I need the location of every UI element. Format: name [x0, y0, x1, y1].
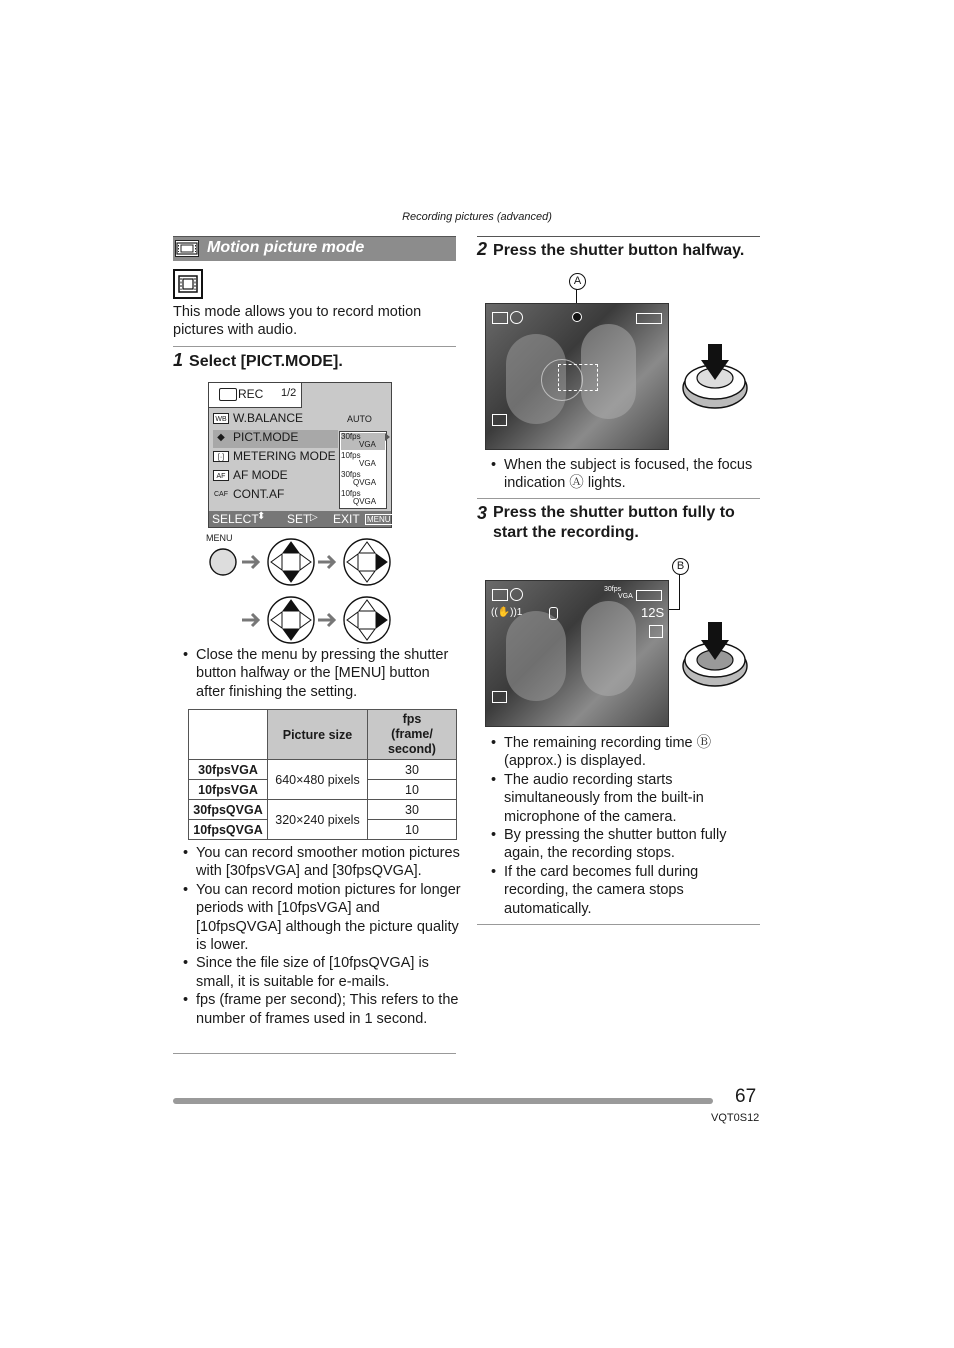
mode-dial-film-icon [173, 269, 203, 299]
submenu-arrow-icon [385, 433, 390, 441]
focus-indicator-icon [572, 312, 582, 322]
row-label: CONT.AF [233, 487, 285, 501]
table-cell-size: 320×240 pixels [268, 800, 368, 840]
card-icon [649, 625, 663, 638]
row-label: AF MODE [233, 468, 288, 482]
page-number: 67 [735, 1086, 757, 1107]
table-cell-fps: 30 [368, 760, 457, 780]
table-cell-mode: 30fpsVGA [189, 760, 268, 780]
step3-bullets [491, 734, 760, 918]
bullet-item: • The audio recording starts simultaneously from the built-in microphone of the camera. [491, 771, 760, 826]
film-icon [492, 312, 508, 324]
submenu-item: 10fps VGA [341, 451, 376, 468]
remaining-time: 12S [641, 605, 665, 620]
menu-row-contaf [213, 487, 338, 505]
battery-icon [636, 590, 662, 601]
menu-button-label: MENU [206, 533, 233, 543]
table-header-fps: fps (frame/ second) [368, 710, 457, 760]
flash-off-icon [510, 311, 523, 324]
marker-b-leader [679, 574, 680, 610]
menu-row-wbalance [213, 411, 338, 429]
bullet-item: • You can record smoother motion pictures with [30fpsVGA] and [30fpsQVGA]. [183, 844, 461, 881]
divider [477, 498, 760, 499]
tab-page: 1/2 [281, 387, 297, 399]
wb-icon: WB [213, 413, 229, 424]
section-title-bar [173, 237, 456, 261]
stabilizer-indicator: ((✋))1 [491, 607, 523, 618]
divider [477, 924, 760, 925]
step-number: 3 [477, 503, 488, 523]
exit-label: EXIT [333, 512, 360, 526]
metering-icon [492, 691, 507, 703]
film-icon [492, 589, 508, 601]
step-2-heading [477, 239, 760, 261]
camera-preview-photo [485, 303, 669, 450]
menu-row-metering [213, 449, 338, 467]
intro-text: This mode allows you to record motion pictures with audio. [173, 304, 422, 338]
divider [173, 1053, 456, 1054]
step-text: Press the shutter button halfway. [493, 242, 745, 259]
right-arrow-icon: ▷ [310, 512, 318, 523]
table-cell-mode: 10fpsVGA [189, 780, 268, 800]
table-cell-fps: 30 [368, 800, 457, 820]
table-cell-fps: 10 [368, 780, 457, 800]
table-cell-mode: 10fpsQVGA [189, 820, 268, 840]
bullet-item: • By pressing the shutter button fully again, the recording stops. [491, 826, 760, 863]
table-bullets [183, 844, 461, 1028]
submenu-item: 30fps QVGA [341, 470, 377, 487]
table-header-size: Picture size [268, 710, 368, 760]
menu-row-afmode [213, 468, 338, 486]
auto-value: AUTO [347, 414, 372, 424]
step-text: Select [PICT.MODE]. [189, 353, 343, 370]
af-frame [558, 364, 598, 391]
metering-icon [492, 414, 507, 426]
table-cell-size: 640×480 pixels [268, 760, 368, 800]
menu-badge: MENU [367, 515, 391, 524]
lcd-menu-screen [208, 382, 392, 528]
footer-bar [173, 1098, 713, 1104]
caf-icon: CAF [214, 491, 228, 499]
step2-bullets [491, 456, 760, 493]
row-label: METERING MODE [233, 449, 336, 463]
bullet-item: • When the subject is focused, the focus indication Ⓐ lights. [491, 456, 760, 493]
divider [477, 236, 760, 237]
flash-off-icon [510, 588, 523, 601]
bullet-item: • You can record motion pictures for longer periods with [10fpsVGA] and [10fpsQVGA] although the picture quality is lower. [183, 881, 461, 955]
step-text: Press the shutter button fully to start the recording. [493, 504, 735, 541]
metering-icon: [·] [213, 451, 229, 462]
bullet-item: • The remaining recording time Ⓑ (approx.) is displayed. [491, 734, 760, 771]
pict-mode-submenu [339, 431, 387, 509]
section-title: Motion picture mode [207, 239, 365, 256]
shutter-fully-illustration [679, 620, 751, 690]
updown-icon: ⬍ [257, 511, 266, 522]
marker-b: B [672, 558, 689, 575]
microphone-icon [549, 607, 558, 620]
menu-button-icon [210, 549, 236, 575]
menu-row-pictmode [213, 430, 338, 448]
row-label: PICT.MODE [233, 430, 299, 444]
submenu-item: 10fps QVGA [341, 489, 377, 506]
lcd-footer [209, 511, 391, 527]
row-label: W.BALANCE [233, 411, 304, 425]
shutter-halfway-illustration [679, 342, 751, 412]
document-code: VQT0S12 [711, 1112, 760, 1124]
pict-mode-icon: ◆ [217, 432, 225, 444]
table-cell-mode: 30fpsQVGA [189, 800, 268, 820]
fps-indicator: 30fps VGA [604, 586, 633, 600]
marker-a: A [569, 273, 586, 290]
bullet-item: • Since the file size of [10fpsQVGA] is small, it is suitable for e-mails. [183, 954, 461, 991]
submenu-item: 30fps VGA [341, 433, 385, 450]
step1-bullets [183, 646, 458, 701]
select-label: SELECT [212, 512, 259, 526]
battery-icon [636, 313, 662, 324]
bullet-item: • If the card becomes full during recording, the camera stops automatically. [491, 863, 760, 918]
set-label: SET [287, 512, 311, 526]
step-number: 2 [477, 239, 488, 259]
af-icon: AF [213, 470, 229, 481]
camera-icon [219, 388, 237, 401]
button-sequence-diagram [206, 534, 396, 646]
camera-recording-photo [485, 580, 669, 727]
bullet-item: • fps (frame per second); This refers to the number of frames used in 1 second. [183, 991, 461, 1028]
film-icon [175, 240, 199, 257]
picture-mode-table [188, 709, 457, 840]
step-3-heading [477, 503, 760, 543]
table-cell-fps: 10 [368, 820, 457, 840]
bullet-item: • Close the menu by pressing the shutter button halfway or the [MENU] button after finishing the setting. [183, 646, 458, 701]
step-number: 1 [173, 350, 184, 370]
header-caption: Recording pictures (advanced) [402, 211, 552, 223]
step-1-heading [173, 350, 456, 372]
rec-tab [209, 383, 302, 408]
divider [173, 346, 456, 347]
table-header-empty [189, 710, 268, 760]
tab-label: REC [238, 387, 264, 401]
